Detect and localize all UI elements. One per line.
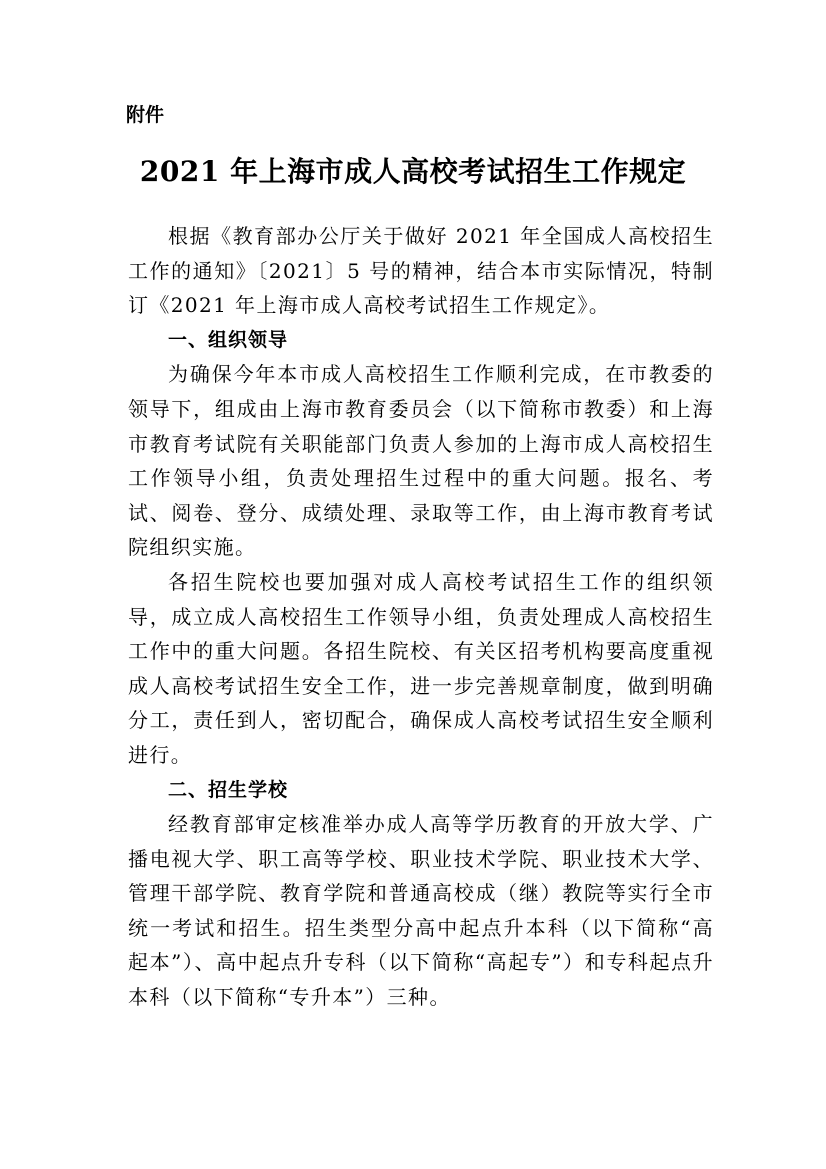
attachment-label: 附件 [126, 104, 165, 126]
section-heading-schools: 二、招生学校 [168, 778, 289, 801]
section-heading-organization: 一、组织领导 [168, 328, 289, 351]
section-organization-paragraph-2: 各招生院校也要加强对成人高校考试招生工作的组织领导，成立成人高校招生工作领导小组，负责处理成人高校招生工作中的重大问题。各招生院校、有关区招考机构要高度重视成人高校考试招生安全工作，进一步完善规章制度，做到明确分工，责任到人，密切配合，确保成人高校考试招生安全顺利进行。 [128, 569, 714, 767]
section-organization-paragraph-1: 为确保今年本市成人高校招生工作顺利完成，在市教委的领导下，组成由上海市教育委员会（以下简称市教委）和上海市教育考试院有关职能部门负责人参加的上海市成人高校招生工作领导小组，负责处理招生过程中的重大问题。报名、考试、阅卷、登分、成绩处理、录取等工作，由上海市教育考试院组织实施。 [128, 362, 714, 560]
document-body [128, 219, 714, 1015]
intro-paragraph: 根据《教育部办公厅关于做好 2021 年全国成人高校招生工作的通知》〔2021〕5 号的精神，结合本市实际情况，特制订《2021 年上海市成人高校考试招生工作规定》。 [128, 224, 714, 318]
document-title: 2021 年上海市成人高校考试招生工作规定 [139, 155, 687, 188]
section-schools-paragraph-1: 经教育部审定核准举办成人高等学历教育的开放大学、广播电视大学、职工高等学校、职业技术学院、职业技术大学、管理干部学院、教育学院和普通高校成（继）教院等实行全市统一考试和招生。招生类型分高中起点升本科（以下简称“高起本”）、高中起点升专科（以下简称“高起专”）和专科起点升本科（以下简称“专升本”）三种。 [128, 812, 714, 1010]
